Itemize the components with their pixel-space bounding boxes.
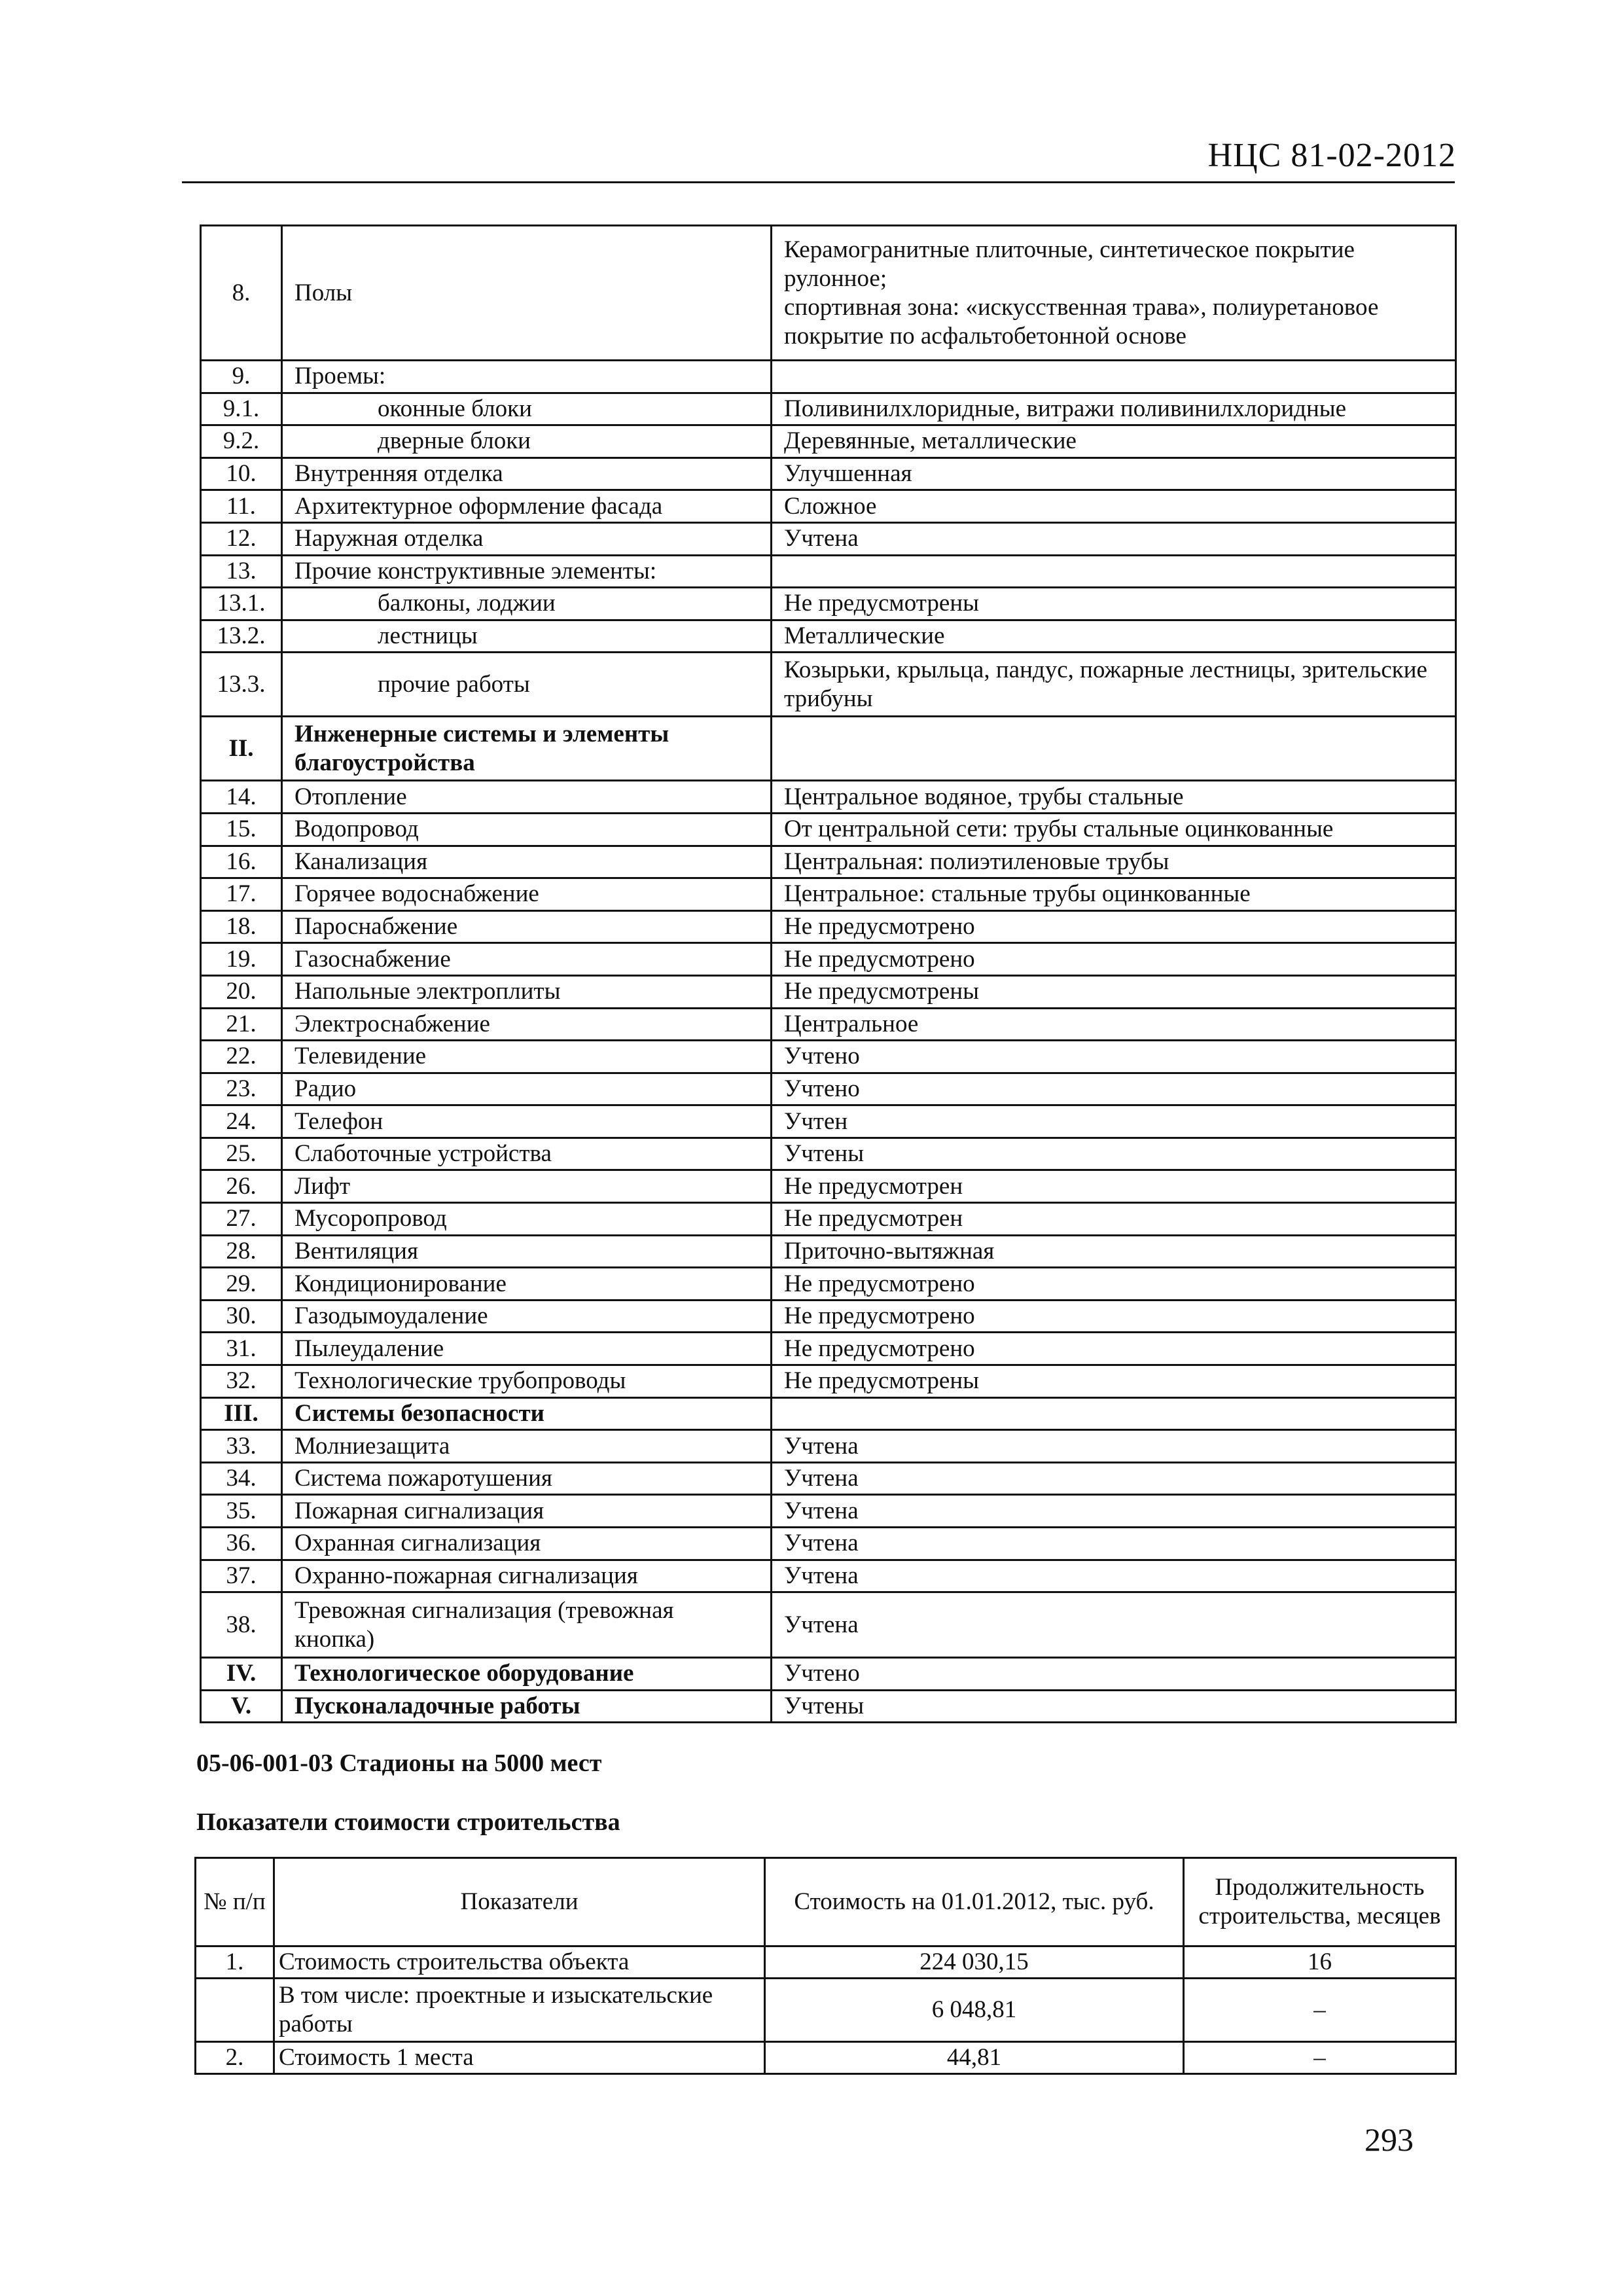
spec-row-value: Учтена <box>772 1592 1456 1658</box>
spec-row-number: 19. <box>201 943 282 976</box>
spec-row-number: 32. <box>201 1365 282 1398</box>
spec-row-number: 22. <box>201 1041 282 1073</box>
section-title: 05-06-001-03 Стадионы на 5000 мест <box>196 1749 602 1777</box>
spec-row-number: 15. <box>201 813 282 846</box>
spec-row-value: Учтено <box>772 1041 1456 1073</box>
spec-row-name: Инженерные системы и элементы благоустройства <box>282 717 772 781</box>
spec-row-number: 38. <box>201 1592 282 1658</box>
spec-row <box>201 588 1456 620</box>
cost-header-duration: Продолжительность строительства, месяцев <box>1184 1858 1456 1946</box>
spec-row-value: Не предусмотрено <box>772 1300 1456 1333</box>
cost-row-cost: 44,81 <box>765 2042 1184 2074</box>
spec-row-value: Поливинилхлоридные, витражи поливинилхлоридные <box>772 393 1456 425</box>
spec-row-number: 17. <box>201 878 282 911</box>
spec-row-name: Горячее водоснабжение <box>282 878 772 911</box>
spec-row-value: Учтен <box>772 1105 1456 1138</box>
spec-row <box>201 457 1456 490</box>
spec-row-value: Не предусмотрен <box>772 1170 1456 1203</box>
spec-row-name: Напольные электроплиты <box>282 975 772 1008</box>
spec-row-number: 13.2. <box>201 620 282 653</box>
spec-row <box>201 1690 1456 1723</box>
spec-row-name: дверные блоки <box>282 425 772 458</box>
spec-row <box>201 846 1456 878</box>
spec-row-number: 10. <box>201 457 282 490</box>
spec-row-value: Сложное <box>772 490 1456 523</box>
spec-row-number: II. <box>201 717 282 781</box>
spec-row-number: 8. <box>201 226 282 361</box>
spec-row-name: Электроснабжение <box>282 1008 772 1041</box>
spec-row <box>201 1658 1456 1691</box>
spec-row-name: Молниезащита <box>282 1430 772 1463</box>
spec-row-number: 31. <box>201 1333 282 1365</box>
spec-row <box>201 425 1456 458</box>
spec-row-value: Учтена <box>772 1560 1456 1592</box>
spec-row-value: Керамогранитные плиточные, синтетическое покрытие рулонное; спортивная зона: «искусственная трава», полиуретановое покрытие по асфальтобетонной основе <box>772 226 1456 361</box>
spec-row-value: Учтены <box>772 1138 1456 1170</box>
spec-row <box>201 1397 1456 1430</box>
spec-row-name: Отопление <box>282 781 772 814</box>
specification-table <box>200 224 1457 1723</box>
cost-row-cost: 224 030,15 <box>765 1946 1184 1979</box>
spec-row-number: 12. <box>201 522 282 555</box>
spec-row-value: Не предусмотрен <box>772 1203 1456 1236</box>
spec-row <box>201 813 1456 846</box>
spec-row <box>201 1592 1456 1658</box>
spec-row <box>201 653 1456 717</box>
spec-row <box>201 717 1456 781</box>
spec-row-name: Газодымоудаление <box>282 1300 772 1333</box>
spec-row-value: Центральное: стальные трубы оцинкованные <box>772 878 1456 911</box>
spec-row-value: Не предусмотрено <box>772 1268 1456 1300</box>
spec-row-name: Водопровод <box>282 813 772 846</box>
spec-row <box>201 1041 1456 1073</box>
spec-row-number: 35. <box>201 1495 282 1528</box>
spec-row <box>201 1138 1456 1170</box>
spec-row-number: 13. <box>201 555 282 588</box>
spec-row-value: Приточно-вытяжная <box>772 1235 1456 1268</box>
cost-header-indicator: Показатели <box>274 1858 765 1946</box>
spec-row <box>201 1430 1456 1463</box>
cost-header-cost: Стоимость на 01.01.2012, тыс. руб. <box>765 1858 1184 1946</box>
spec-row-number: IV. <box>201 1658 282 1691</box>
spec-row-value: Не предусмотрено <box>772 943 1456 976</box>
spec-row-value: Учтено <box>772 1658 1456 1691</box>
spec-row-name: Архитектурное оформление фасада <box>282 490 772 523</box>
spec-row-name: Пароснабжение <box>282 910 772 943</box>
spec-row-name: Системы безопасности <box>282 1397 772 1430</box>
spec-row-value <box>772 361 1456 393</box>
spec-row-number: 33. <box>201 1430 282 1463</box>
cost-row-cost: 6 048,81 <box>765 1979 1184 2042</box>
spec-row-value: Центральное <box>772 1008 1456 1041</box>
spec-row <box>201 1170 1456 1203</box>
spec-row-name: Канализация <box>282 846 772 878</box>
spec-row-name: Вентиляция <box>282 1235 772 1268</box>
cost-row-num <box>196 1979 274 2042</box>
spec-row-value: Не предусмотрены <box>772 588 1456 620</box>
spec-row-name: Радио <box>282 1073 772 1105</box>
spec-row-number: 9. <box>201 361 282 393</box>
spec-row-value: Учтены <box>772 1690 1456 1723</box>
spec-row-number: 9.1. <box>201 393 282 425</box>
cost-table-header-row <box>196 1858 1456 1946</box>
spec-row <box>201 1333 1456 1365</box>
spec-row-name: Пожарная сигнализация <box>282 1495 772 1528</box>
spec-row-value: От центральной сети: трубы стальные оцинкованные <box>772 813 1456 846</box>
spec-row-number: V. <box>201 1690 282 1723</box>
spec-row-value: Учтена <box>772 1495 1456 1528</box>
spec-row-value: Учтена <box>772 1528 1456 1560</box>
spec-row-number: 27. <box>201 1203 282 1236</box>
spec-row-name: Мусоропровод <box>282 1203 772 1236</box>
spec-row <box>201 1462 1456 1495</box>
spec-row-name: Охранно-пожарная сигнализация <box>282 1560 772 1592</box>
spec-row-name: лестницы <box>282 620 772 653</box>
cost-header-num: № п/п <box>196 1858 274 1946</box>
spec-row-name: Телефон <box>282 1105 772 1138</box>
spec-row <box>201 1008 1456 1041</box>
spec-row <box>201 393 1456 425</box>
spec-row-number: 37. <box>201 1560 282 1592</box>
spec-row-number: 26. <box>201 1170 282 1203</box>
spec-row-value: Учтена <box>772 1462 1456 1495</box>
spec-row-name: Технологические трубопроводы <box>282 1365 772 1398</box>
spec-row <box>201 361 1456 393</box>
spec-row-value: Учтена <box>772 522 1456 555</box>
cost-row-num: 2. <box>196 2042 274 2074</box>
cost-table-row <box>196 1946 1456 1979</box>
cost-row-duration: – <box>1184 2042 1456 2074</box>
spec-row <box>201 490 1456 523</box>
spec-row-number: 34. <box>201 1462 282 1495</box>
spec-row-value: Деревянные, металлические <box>772 425 1456 458</box>
spec-row <box>201 1105 1456 1138</box>
spec-row <box>201 1365 1456 1398</box>
spec-row <box>201 1268 1456 1300</box>
cost-row-duration: 16 <box>1184 1946 1456 1979</box>
spec-row-name: балконы, лоджии <box>282 588 772 620</box>
cost-row-name: Стоимость строительства объекта <box>274 1946 765 1979</box>
spec-row-value: Не предусмотрено <box>772 1333 1456 1365</box>
spec-row <box>201 1300 1456 1333</box>
spec-row-number: 25. <box>201 1138 282 1170</box>
spec-row-name: Внутренняя отделка <box>282 457 772 490</box>
spec-row <box>201 1560 1456 1592</box>
spec-row-value: Учтена <box>772 1430 1456 1463</box>
spec-row-value: Учтено <box>772 1073 1456 1105</box>
spec-row <box>201 943 1456 976</box>
spec-row-value: Не предусмотрены <box>772 1365 1456 1398</box>
spec-row-value: Центральная: полиэтиленовые трубы <box>772 846 1456 878</box>
spec-row-name: Охранная сигнализация <box>282 1528 772 1560</box>
subsection-title: Показатели стоимости строительства <box>196 1808 620 1836</box>
spec-row-number: III. <box>201 1397 282 1430</box>
spec-row-name: Наружная отделка <box>282 522 772 555</box>
spec-row-number: 21. <box>201 1008 282 1041</box>
spec-row-number: 36. <box>201 1528 282 1560</box>
spec-row-name: Пусконаладочные работы <box>282 1690 772 1723</box>
spec-row-number: 14. <box>201 781 282 814</box>
spec-row-name: прочие работы <box>282 653 772 717</box>
cost-table-row <box>196 2042 1456 2074</box>
spec-row-name: Газоснабжение <box>282 943 772 976</box>
spec-row-name: Кондиционирование <box>282 1268 772 1300</box>
spec-row <box>201 555 1456 588</box>
document-code: НЦС 81-02-2012 <box>1207 137 1456 174</box>
spec-row-number: 23. <box>201 1073 282 1105</box>
cost-row-num: 1. <box>196 1946 274 1979</box>
spec-row <box>201 620 1456 653</box>
spec-row-number: 24. <box>201 1105 282 1138</box>
spec-row-name: Пылеудаление <box>282 1333 772 1365</box>
spec-row-value: Не предусмотрено <box>772 910 1456 943</box>
spec-row-name: оконные блоки <box>282 393 772 425</box>
cost-row-name: Стоимость 1 места <box>274 2042 765 2074</box>
cost-table <box>194 1857 1457 2075</box>
specification-table-body <box>201 226 1456 1723</box>
spec-row-name: Слаботочные устройства <box>282 1138 772 1170</box>
cost-row-name: В том числе: проектные и изыскательские работы <box>274 1979 765 2042</box>
spec-row-number: 13.1. <box>201 588 282 620</box>
spec-row-value: Центральное водяное, трубы стальные <box>772 781 1456 814</box>
spec-row <box>201 522 1456 555</box>
spec-row-name: Телевидение <box>282 1041 772 1073</box>
spec-row-name: Прочие конструктивные элементы: <box>282 555 772 588</box>
spec-row <box>201 910 1456 943</box>
spec-row-name: Система пожаротушения <box>282 1462 772 1495</box>
cost-row-duration: – <box>1184 1979 1456 2042</box>
spec-row-name: Тревожная сигнализация (тревожная кнопка) <box>282 1592 772 1658</box>
spec-row-name: Технологическое оборудование <box>282 1658 772 1691</box>
spec-row-number: 9.2. <box>201 425 282 458</box>
spec-row <box>201 975 1456 1008</box>
spec-row-number: 30. <box>201 1300 282 1333</box>
spec-row <box>201 1203 1456 1236</box>
page-number: 293 <box>1364 2121 1414 2158</box>
spec-row-number: 29. <box>201 1268 282 1300</box>
spec-row <box>201 1495 1456 1528</box>
spec-row-value: Козырьки, крыльца, пандус, пожарные лестницы, зрительские трибуны <box>772 653 1456 717</box>
spec-row <box>201 781 1456 814</box>
spec-row-value <box>772 555 1456 588</box>
cost-table-row <box>196 1979 1456 2042</box>
spec-row-name: Лифт <box>282 1170 772 1203</box>
spec-row-number: 18. <box>201 910 282 943</box>
spec-row-value <box>772 717 1456 781</box>
spec-row-value: Металлические <box>772 620 1456 653</box>
spec-row-value: Не предусмотрены <box>772 975 1456 1008</box>
spec-row <box>201 226 1456 361</box>
spec-row <box>201 1528 1456 1560</box>
spec-row <box>201 1235 1456 1268</box>
spec-row-name: Проемы: <box>282 361 772 393</box>
spec-row-number: 11. <box>201 490 282 523</box>
spec-row-number: 20. <box>201 975 282 1008</box>
spec-row-name: Полы <box>282 226 772 361</box>
header-divider <box>182 181 1455 183</box>
spec-row-value: Улучшенная <box>772 457 1456 490</box>
spec-row-number: 16. <box>201 846 282 878</box>
spec-row <box>201 1073 1456 1105</box>
spec-row-number: 28. <box>201 1235 282 1268</box>
spec-row <box>201 878 1456 911</box>
spec-row-number: 13.3. <box>201 653 282 717</box>
spec-row-value <box>772 1397 1456 1430</box>
